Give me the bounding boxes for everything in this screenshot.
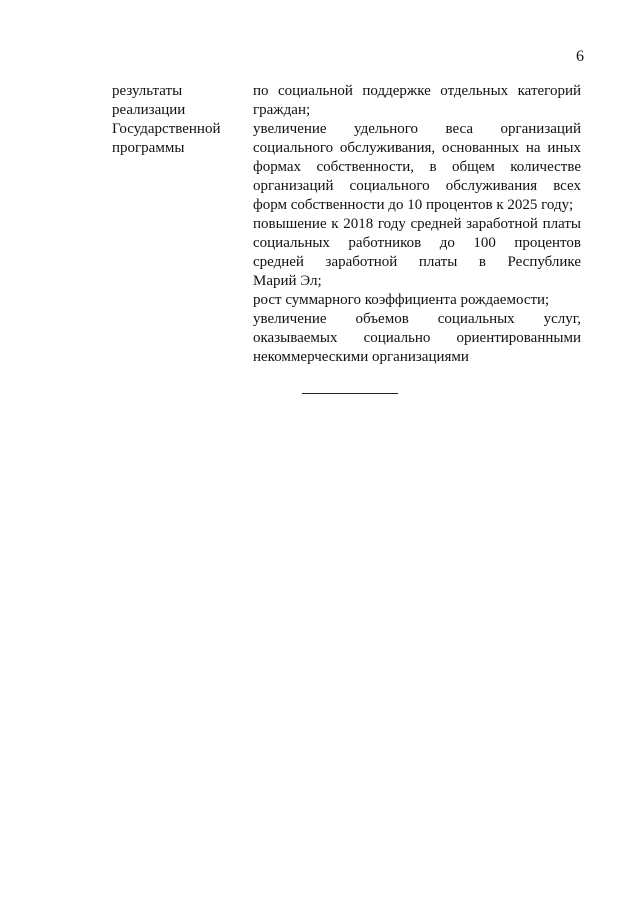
label-line: реализации: [112, 102, 186, 118]
label-line: программы: [112, 140, 185, 156]
content-line: по социальной поддержке отдельных категорий: [253, 83, 581, 99]
results-content: [253, 82, 581, 367]
content-line: форм собственности до 10 процентов к 2025 году;: [253, 197, 574, 213]
results-label: [112, 82, 242, 158]
content-line: оказываемых социально ориентированными: [253, 330, 581, 346]
section-end-rule: [302, 393, 398, 394]
content-line: Марий Эл;: [253, 273, 322, 289]
content-line: повышение к 2018 году средней заработной платы: [253, 216, 581, 232]
content-line: социального обслуживания, основанных на иных: [253, 140, 581, 156]
content-line: организаций социального обслуживания всех: [253, 178, 581, 194]
content-line: социальных работников до 100 процентов: [253, 235, 581, 251]
label-line: Государственной: [112, 121, 221, 137]
content-line: рост суммарного коэффициента рождаемости;: [253, 292, 550, 308]
content-line: увеличение объемов социальных услуг,: [253, 311, 581, 327]
label-line: результаты: [112, 83, 183, 99]
content-line: некоммерческими организациями: [253, 349, 469, 365]
content-line: формах собственности, в общем количестве: [253, 159, 581, 175]
content-line: увеличение удельного веса организаций: [253, 121, 581, 137]
page-number: 6: [576, 48, 584, 65]
content-line: граждан;: [253, 102, 311, 118]
content-line: средней заработной платы в Республике: [253, 254, 581, 270]
